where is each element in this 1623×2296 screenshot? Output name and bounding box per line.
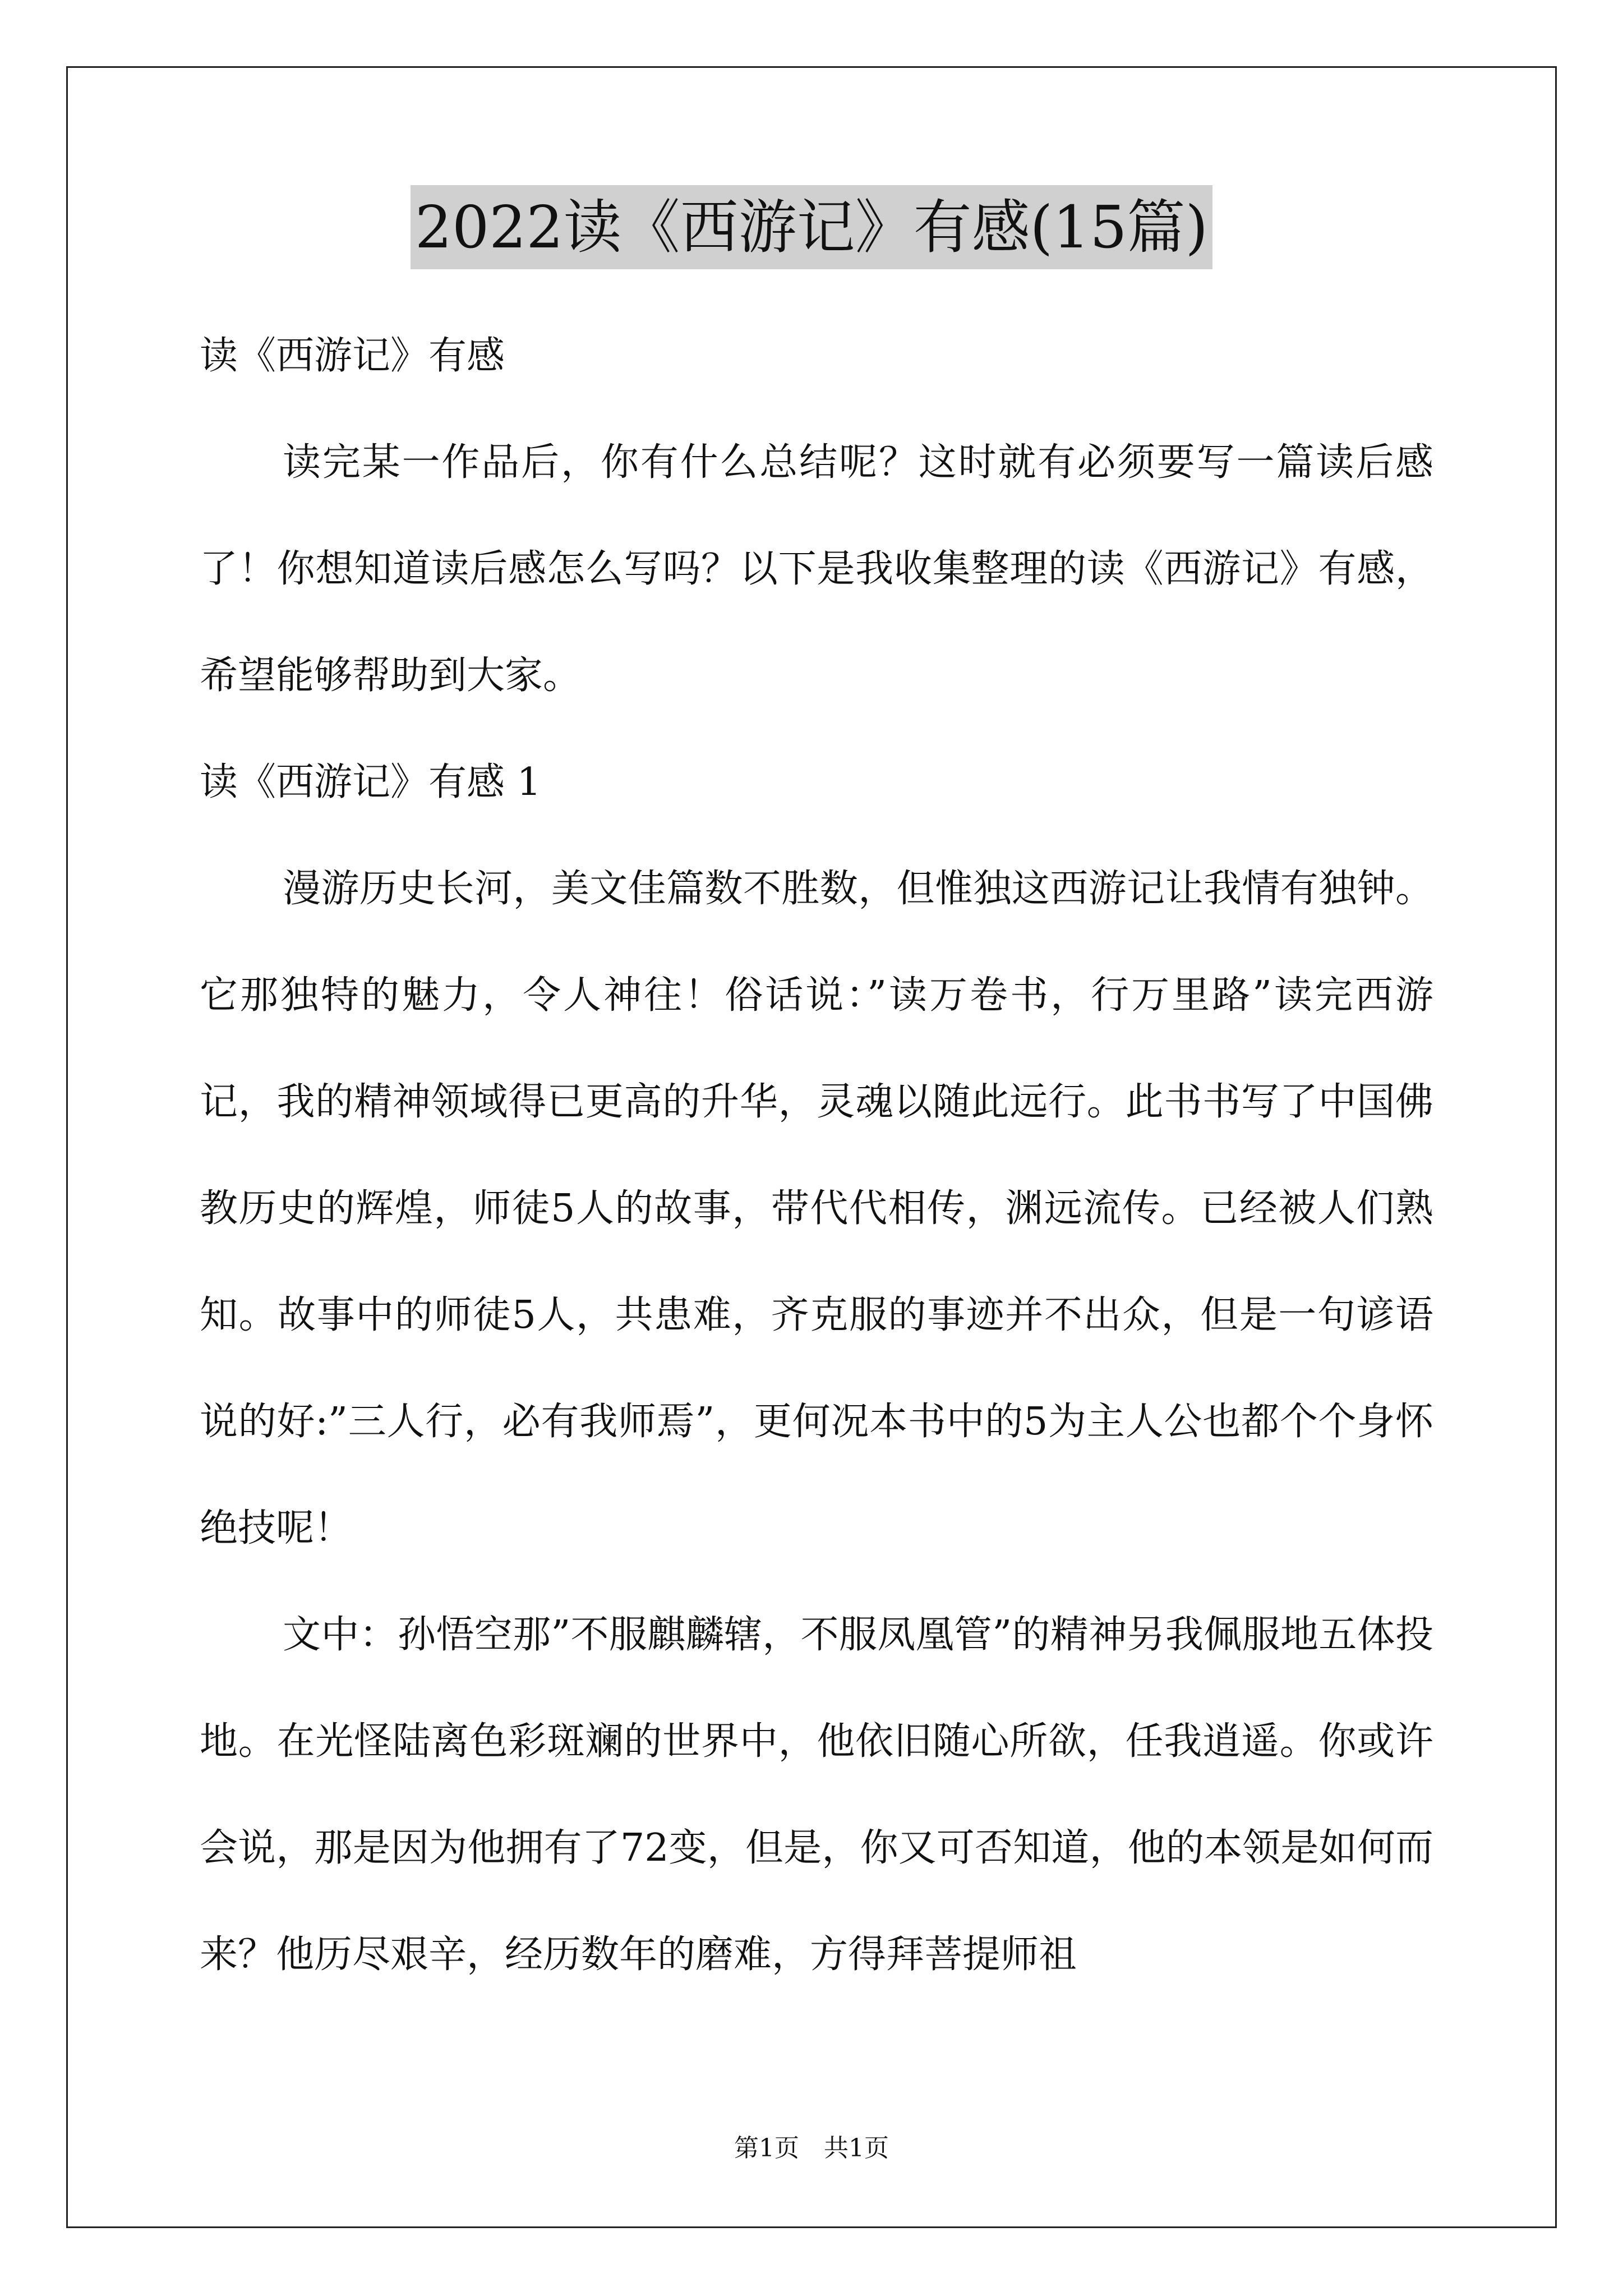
section-heading-1: 读《西游记》有感 1 <box>200 760 541 804</box>
body-paragraph-2: 文中：孙悟空那”不服麒麟辖，不服凤凰管”的精神另我佩服地五体投地。在光怪陆离色彩斑斓的世界中，他依旧随心所欲，任我逍遥。你或许会说，那是因为他拥有了72变，但是，你又可否知道，他的本领是如何而来？他历尽艰辛，经历数年的磨难，方得拜菩提师祖 <box>200 1613 1433 1977</box>
title-container <box>0 185 1623 269</box>
intro-paragraph: 读完某一作品后，你有什么总结呢？这时就有必须要写一篇读后感了！你想知道读后感怎么写吗？以下是我收集整理的读《西游记》有感，希望能够帮助到大家。 <box>200 440 1433 698</box>
document-title: 2022读《西游记》有感(15篇) <box>411 185 1212 269</box>
page-footer <box>0 2132 1623 2165</box>
body-paragraph-1: 漫游历史长河，美文佳篇数不胜数，但惟独这西游记让我情有独钟。它那独特的魅力，令人神往！俗话说：”读万卷书，行万里路”读完西游记，我的精神领域得已更高的升华，灵魂以随此远行。此书书写了中国佛教历史的辉煌，师徒5人的故事，带代代相传，渊远流传。已经被人们熟知。故事中的师徒5人，共患难，齐克服的事迹并不出众，但是一句谚语说的好:”三人行，必有我师焉”，更何况本书中的5为主人公也都个个身怀绝技呢！ <box>200 867 1433 1550</box>
page-number: 第1页 共1页 <box>734 2134 889 2162</box>
document-body <box>200 303 1433 2008</box>
section-heading-intro: 读《西游记》有感 <box>200 334 505 378</box>
